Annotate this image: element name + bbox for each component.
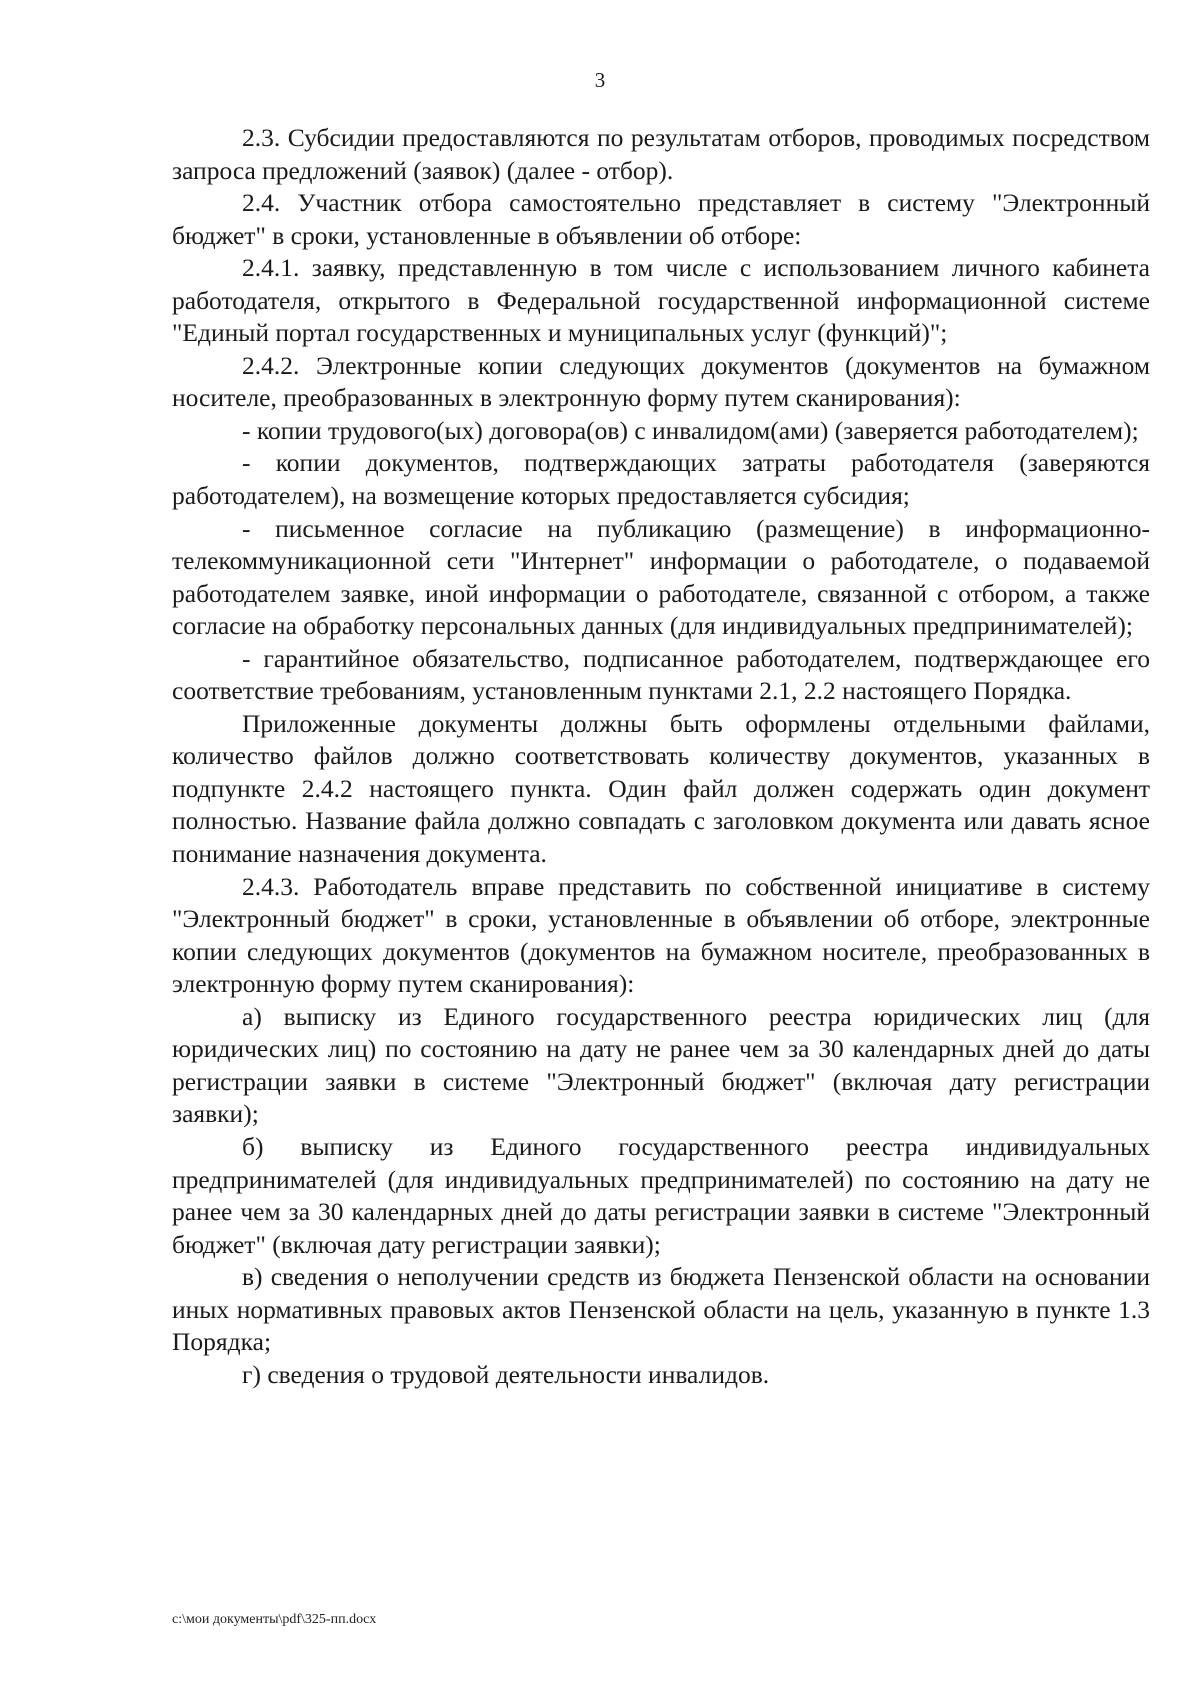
- paragraph-2-4-3: 2.4.3. Работодатель вправе представить по собственной инициативе в систему "Электронный бюджет" в сроки, установленные в объявлении об отборе, электронные копии следующих документов (документов на бумажном носителе, преобразованных в электронную форму путем сканирования):: [172, 871, 1150, 999]
- list-item-employment-contracts: - копии трудового(ых) договора(ов) с инвалидом(ами) (заверяется работодателем);: [242, 415, 1139, 445]
- list-item-expense-documents: - копии документов, подтверждающих затраты работодателя (заверяются работодателем), на возмещение которых предоставляется субсидия;: [172, 448, 1150, 511]
- list-item-publication-consent: - письменное согласие на публикацию (размещение) в информационно-телекоммуникационной сети "Интернет" информации о работодателе, о подаваемой работодателем заявке, иной информации о работодателе, связанной с отбором, а также согласие на обработку персональных данных (для индивидуальных предпринимателей);: [172, 513, 1150, 641]
- document-body: [172, 122, 1150, 1391]
- list-item-b: б) выписку из Единого государственного реестра индивидуальных предпринимателей (для индивидуальных предпринимателей) по состоянию на дату не ранее чем за 30 календарных дней до даты регистрации заявки в системе "Электронный бюджет" (включая дату регистрации заявки);: [172, 1131, 1150, 1259]
- list-item-g: г) сведения о трудовой деятельности инвалидов.: [242, 1359, 770, 1389]
- page-number: 3: [594, 68, 606, 92]
- list-item-a: а) выписку из Единого государственного реестра юридических лиц (для юридических лиц) по состоянию на дату не ранее чем за 30 календарных дней до даты регистрации заявки в системе "Электронный бюджет" (включая дату регистрации заявки);: [172, 1001, 1150, 1129]
- list-item-v: в) сведения о неполучении средств из бюджета Пензенской области на основании иных нормативных правовых актов Пензенской области на цель, указанную в пункте 1.3 Порядка;: [172, 1262, 1150, 1357]
- paragraph-2-4: 2.4. Участник отбора самостоятельно представляет в систему "Электронный бюджет" в сроки, установленные в объявлении об отборе:: [172, 188, 1150, 250]
- footer-file-path: c:\мои документы\pdf\325-пп.docx: [172, 1612, 377, 1627]
- paragraph-attached-documents: Приложенные документы должны быть оформлены отдельными файлами, количество файлов должно соответствовать количеству документов, указанных в подпункте 2.4.2 настоящего пункта. Один файл должен содержать один документ полностью. Название файла должно совпадать с заголовком документа или давать ясное понимание назначения документа.: [172, 708, 1150, 869]
- paragraph-2-4-2: 2.4.2. Электронные копии следующих документов (документов на бумажном носителе, преобразованных в электронную форму путем сканирования):: [172, 350, 1150, 413]
- list-item-guarantee-obligation: - гарантийное обязательство, подписанное работодателем, подтверждающее его соответствие требованиям, установленным пунктами 2.1, 2.2 настоящего Порядка.: [172, 643, 1150, 706]
- paragraph-2-4-1: 2.4.1. заявку, представленную в том числе с использованием личного кабинета работодателя, открытого в Федеральной государственной информационной системе "Единый портал государственных и муниципальных услуг (функций)";: [172, 253, 1150, 348]
- paragraph-2-3: 2.3. Субсидии предоставляются по результатам отборов, проводимых посредством запроса предложений (заявок) (далее - отбор).: [172, 123, 1150, 185]
